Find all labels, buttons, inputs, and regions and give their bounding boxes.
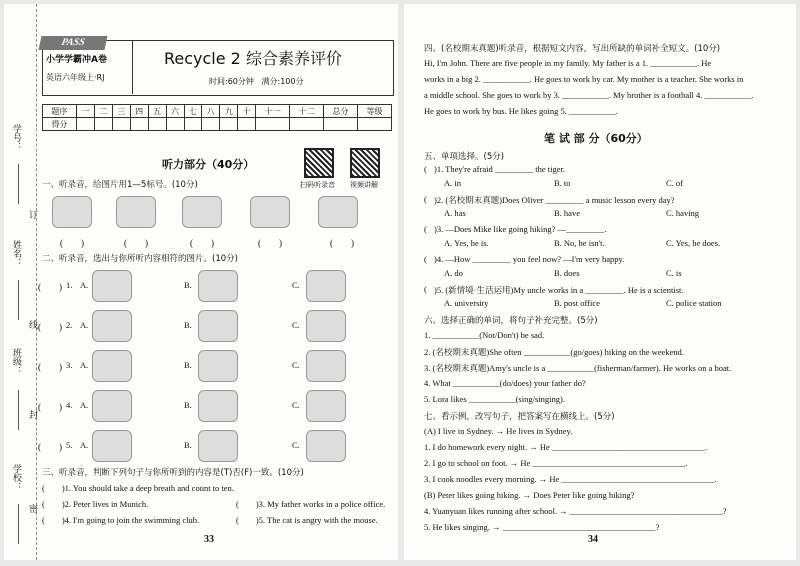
option-b-picture (198, 430, 238, 462)
mc-question: )5. (新情境·生活运用)My uncle works in a _________. He is a scientist. (434, 285, 684, 295)
score-header-cell: 六 (166, 105, 184, 118)
option-a-picture (92, 390, 132, 422)
option-b-picture (198, 350, 238, 382)
cut-mark-2: 线 (27, 320, 37, 329)
mc-option-a: A. university (444, 298, 489, 308)
score-table-header-row (43, 105, 392, 118)
score-header-cell: 四 (130, 105, 148, 118)
mc-option-b: B. have (554, 208, 580, 218)
left-page (4, 4, 398, 560)
answer-5[interactable]: ( ) (330, 238, 354, 248)
page-number-left: 33 (204, 534, 214, 545)
answer-2[interactable]: ( ) (124, 238, 148, 248)
option-c-label: C. (292, 280, 300, 290)
score-cell[interactable] (148, 118, 166, 131)
score-table-score-row (43, 118, 392, 131)
mc-option-a: A. has (444, 208, 466, 218)
page-number-right: 34 (588, 534, 598, 545)
grade-label: 英语六年级上·RJ (46, 73, 105, 82)
mc-option-a: A. in (444, 178, 461, 188)
option-a-picture (92, 310, 132, 342)
mc-option-c: C. Yes, he does. (666, 238, 721, 248)
option-b-picture (198, 390, 238, 422)
score-cell[interactable] (184, 118, 202, 131)
passage-line-1: Hi, I'm John. There are five people in my family. My father is a 1. ___________. He (424, 58, 712, 68)
right-page (404, 4, 796, 560)
rewrite-item-3: 3. I cook noodles every morning. → He ____________________________________. (424, 474, 717, 484)
option-a-label: A. (80, 280, 89, 290)
passage-line-3: a middle school. She goes to work by 3. ___________. My brother is a football 4. ___________. (424, 90, 754, 100)
option-b-picture (198, 270, 238, 302)
score-header-cell: 二 (94, 105, 112, 118)
time-limit: 时间:60分钟 (209, 77, 254, 86)
choice-answer-paren[interactable]: ( ) (38, 322, 62, 332)
choice-number: 5. (66, 440, 73, 450)
score-header-cell: 十二 (290, 105, 324, 118)
option-c-picture (306, 430, 346, 462)
answer-3[interactable]: ( ) (190, 238, 214, 248)
tf-item-3: ( )3. My father works in a police office. (236, 499, 386, 509)
qr-code-audio[interactable] (304, 148, 334, 178)
option-c-picture (306, 270, 346, 302)
choice-number: 1. (66, 280, 73, 290)
score-header-cell: 七 (184, 105, 202, 118)
option-c-label: C. (292, 320, 300, 330)
choice-number: 4. (66, 400, 73, 410)
qr-video-caption: 视频讲解 (350, 181, 378, 189)
fill-item-5: 5. Lora likes ___________(sing/singing). (424, 394, 565, 404)
picture-ticket (318, 196, 358, 228)
mc-answer-paren[interactable]: ( (424, 224, 427, 234)
qr-audio-caption: 扫码听录音 (300, 181, 335, 189)
mc-question: )4. —How _________ you feel now? —I'm very happy. (434, 254, 625, 264)
option-b-label: B. (184, 360, 192, 370)
option-c-label: C. (292, 360, 300, 370)
score-header-cell: 一 (76, 105, 94, 118)
option-a-label: A. (80, 320, 89, 330)
score-header-cell: 五 (148, 105, 166, 118)
mc-option-c: C. having (666, 208, 700, 218)
option-b-label: B. (184, 400, 192, 410)
rewrite-example-b: (B) Peter likes going hiking. → Does Peter like going hiking? (424, 490, 635, 500)
score-cell[interactable] (357, 118, 391, 131)
score-cell[interactable] (238, 118, 256, 131)
full-score: 满分:100分 (261, 77, 304, 86)
class-label: 班级： (11, 348, 21, 375)
rewrite-example-a: (A) I live in Sydney. → He lives in Sydney. (424, 426, 573, 436)
mc-option-b: B. post office (554, 298, 600, 308)
cut-mark-3: 封 (27, 410, 37, 419)
tf-item-2: ( )2. Peter lives in Munich. (42, 499, 149, 509)
fill-item-2: 2. (名校期末真题)She often ___________(go/goes) hiking on the weekend. (424, 347, 684, 357)
passage-line-4: He goes to work by bus. He likes going 5. ___________. (424, 106, 618, 116)
score-header-cell: 题序 (43, 105, 77, 118)
mc-question: )1. They're afraid _________ the tiger. (434, 164, 565, 174)
mc-question: )3. —Does Mike like going hiking? —_________. (434, 224, 607, 234)
option-a-picture (92, 270, 132, 302)
score-header-cell: 十 (238, 105, 256, 118)
choice-answer-paren[interactable]: ( ) (38, 402, 62, 412)
option-a-label: A. (80, 400, 89, 410)
option-c-picture (306, 310, 346, 342)
option-a-label: A. (80, 440, 89, 450)
choice-answer-paren[interactable]: ( ) (38, 362, 62, 372)
number-label: 学号： (11, 124, 21, 151)
option-b-label: B. (184, 320, 192, 330)
written-title: 笔 试 部 分（60分） (544, 132, 648, 145)
score-header-cell: 等级 (357, 105, 391, 118)
option-a-picture (92, 350, 132, 382)
exam-meta (209, 76, 303, 87)
mc-question: )2. (名校期末真题)Does Oliver _________ a music lesson every day? (434, 195, 675, 205)
rewrite-item-4: 4. Yuanyuan likes running after school. → ____________________________________? (424, 506, 727, 516)
score-cell[interactable] (202, 118, 220, 131)
score-cell[interactable] (166, 118, 184, 131)
score-cell[interactable] (290, 118, 324, 131)
rewrite-item-5: 5. He likes singing. → ____________________________________? (424, 522, 660, 532)
picture-pilot (52, 196, 92, 228)
option-b-label: B. (184, 280, 192, 290)
section-7-title: 七、看示例，改写句子，把答案写在横线上。(5分) (424, 412, 615, 422)
pass-logo: PASS (39, 36, 108, 50)
option-b-label: B. (184, 440, 192, 450)
picture-girl (182, 196, 222, 228)
score-cell[interactable] (112, 118, 130, 131)
picture-dancer (250, 196, 290, 228)
name-line (18, 280, 19, 320)
cut-mark-1: 订 (27, 210, 37, 219)
tf-item-1: ( )1. You should take a deep breath and count to ten. (42, 483, 234, 493)
picture-boy (116, 196, 156, 228)
mc-option-b: B. does (554, 268, 580, 278)
section-4-title: 四、(名校期末真题)听录音，根据短文内容，写出所缺的单词补全短文。(10分) (424, 44, 721, 54)
rewrite-item-2: 2. I go to school on foot. → He ____________________________________. (424, 458, 688, 468)
fill-item-1: 1. ___________(Not/Don't) be sad. (424, 330, 545, 340)
choice-answer-paren[interactable]: ( ) (38, 442, 62, 452)
option-c-picture (306, 390, 346, 422)
score-row-label: 得分 (43, 118, 77, 131)
score-cell[interactable] (94, 118, 112, 131)
qr-code-video[interactable] (350, 148, 380, 178)
school-line (18, 504, 19, 544)
section-2-title: 二、听录音，选出与你所听内容相符的图片。(10分) (42, 254, 238, 264)
choice-answer-paren[interactable]: ( ) (38, 282, 62, 292)
number-line (18, 164, 19, 204)
tf-item-5: ( )5. The cat is angry with the mouse. (236, 515, 378, 525)
fill-item-4: 4. What ___________(do/does) your father do? (424, 378, 586, 388)
option-a-picture (92, 430, 132, 462)
answer-1[interactable]: ( ) (60, 238, 84, 248)
mc-answer-paren[interactable]: ( (424, 164, 427, 174)
choice-number: 2. (66, 320, 73, 330)
score-header-cell: 总分 (324, 105, 358, 118)
binding-margin (4, 4, 37, 560)
score-table (42, 104, 392, 131)
mc-answer-paren[interactable]: ( (424, 284, 427, 294)
header-divider (132, 40, 133, 94)
rewrite-item-1: 1. I do homework every night. → He ____________________________________. (424, 442, 708, 452)
section-1-title: 一、听录音，给图片用1—5标号。(10分) (42, 180, 198, 190)
option-a-label: A. (80, 360, 89, 370)
score-cell[interactable] (324, 118, 358, 131)
tf-item-4: ( )4. I'm going to join the swimming club. (42, 515, 200, 525)
listening-title: 听力部分（40分） (162, 158, 255, 171)
score-header-cell: 九 (220, 105, 238, 118)
section-3-title: 三、听录音，判断下列句子与你所听到的内容是(T)否(F)一致。(10分) (42, 468, 304, 478)
score-cell[interactable] (220, 118, 238, 131)
mc-option-b: B. to (554, 178, 571, 188)
score-header-cell: 十一 (256, 105, 290, 118)
score-header-cell: 三 (112, 105, 130, 118)
mc-option-a: A. do (444, 268, 463, 278)
mc-option-c: C. is (666, 268, 682, 278)
mc-option-a: A. Yes, he is. (444, 238, 489, 248)
mc-option-b: B. No, he isn't. (554, 238, 605, 248)
option-c-picture (306, 350, 346, 382)
name-label: 姓名： (11, 240, 21, 267)
mc-answer-paren[interactable]: ( (424, 254, 427, 264)
fill-item-3: 3. (名校期末真题)Amy's uncle is a ___________(fisherman/farmer). He works on a boat. (424, 363, 732, 373)
mc-answer-paren[interactable]: ( (424, 194, 427, 204)
cut-mark-4: 密 (27, 504, 37, 513)
score-header-cell: 八 (202, 105, 220, 118)
passage-line-2: works in a big 2. ___________. He goes to work by car. My mother is a teacher. She works in (424, 74, 744, 84)
score-cell[interactable] (76, 118, 94, 131)
score-cell[interactable] (130, 118, 148, 131)
choice-number: 3. (66, 360, 73, 370)
answer-4[interactable]: ( ) (258, 238, 282, 248)
page-title: Recycle 2 综合素养评价 (164, 49, 342, 68)
mc-option-c: C. police station (666, 298, 722, 308)
option-c-label: C. (292, 400, 300, 410)
section-5-title: 五、单项选择。(5分) (424, 152, 505, 162)
section-6-title: 六、选择正确的单词，将句子补充完整。(5分) (424, 316, 598, 326)
option-c-label: C. (292, 440, 300, 450)
class-line (18, 390, 19, 430)
school-label: 学校： (11, 464, 21, 491)
series-name: 小学学霸冲A卷 (46, 55, 107, 65)
option-b-picture (198, 310, 238, 342)
score-cell[interactable] (256, 118, 290, 131)
mc-option-c: C. of (666, 178, 683, 188)
